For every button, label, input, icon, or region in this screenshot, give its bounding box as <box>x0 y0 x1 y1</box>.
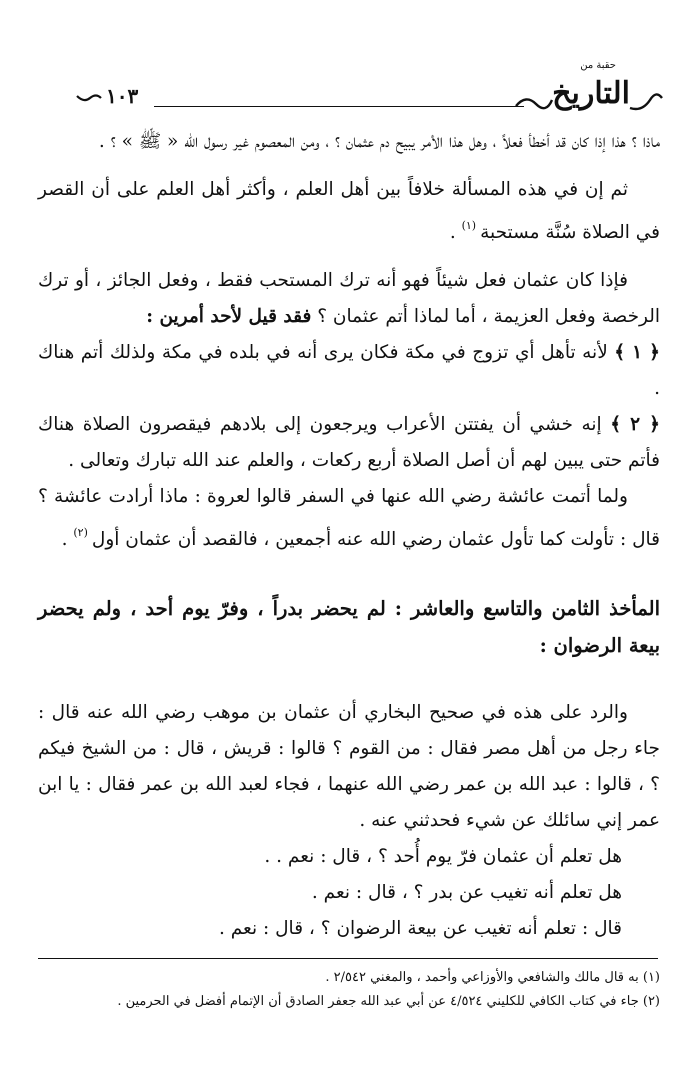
page-header <box>36 62 666 118</box>
list-text-1: لأنه تأهل أي تزوج في مكة فكان يرى أنه في بلده في مكة ولذلك أتم هناك . <box>38 342 660 399</box>
footnotes <box>38 966 660 1014</box>
logo-swash-icon <box>628 88 664 114</box>
ornament-dash-icon <box>76 92 102 104</box>
footnote-1: (١) به قال مالك والشافعي والأوزاعي وأحمد ، والمغني ٢/٥٤٢ . <box>325 970 660 985</box>
paragraph-3-bold: فقد قيل لأحد أمرين : <box>146 306 312 327</box>
list-text-2: إنه خشي أن يفتتن الأعراب ويرجعون إلى بلادهم فيقصرون الصلاة هناك فأتم حتى يبين لهم أن أصل الصلاة أربع ركعات ، والعلم عند الله تبارك وتعالى . <box>38 414 660 471</box>
logo-flourish-icon <box>514 92 554 112</box>
logo-title: التاريخ <box>552 76 630 111</box>
footnote-ref-2[interactable]: (٢) <box>73 526 88 539</box>
question-3: قال : تعلم أنه تغيب عن بيعة الرضوان ؟ ، قال : نعم . <box>218 918 622 939</box>
header-rule <box>154 106 524 107</box>
paragraph-4 <box>38 479 660 558</box>
question-2: هل تعلم أنه تغيب عن بدر ؟ ، قال : نعم . <box>311 882 622 903</box>
paragraph-2-end: . <box>449 222 462 243</box>
footnote-2: (٢) جاء في كتاب الكافي للكليني ٤/٥٢٤ عن أبي عبد الله جعفر الصادق أن الإتمام أفضل في الحرمين . <box>117 994 660 1009</box>
book-title-logo <box>514 62 664 118</box>
section-heading: المأخذ الثامن والتاسع والعاشر : لم يحضر بدراً ، وفرّ يوم أحد ، ولم يحضر بيعة الرضوان : <box>38 596 660 657</box>
logo-subtitle: حقبة من <box>580 60 616 71</box>
paragraph-4-end: . <box>61 529 74 550</box>
main-text <box>38 124 660 947</box>
paragraph-5: والرد على هذه في صحيح البخاري أن عثمان بن موهب رضي الله عنه قال : جاء رجل من أهل مصر فقال : من القوم ؟ قالوا : قريش ، قال : من الشيخ فيكم ؟ ، قالوا : عبد الله بن عمر رضي الله عنهما ، فجاء لعبد الله بن عمر فقال : يا ابن عمر إني سائلك عن شيء فحدثني عنه . <box>38 702 660 831</box>
footnote-divider <box>38 958 658 959</box>
question-1: هل تعلم أن عثمان فرّ يوم أُحد ؟ ، قال : نعم . . <box>264 846 622 867</box>
paragraph-2 <box>38 172 660 251</box>
list-number-1: ﴿ ١ ﴾ <box>614 342 661 363</box>
paragraph-3-text: فإذا كان عثمان فعل شيئاً فهو أنه ترك المستحب فقط ، وفعل الجائز ، أو ترك الرخصة وفعل العزيمة ، أما لماذا أتم عثمان ؟ <box>38 270 660 327</box>
paragraph-3 <box>38 263 660 335</box>
paragraph-2-text: ثم إن في هذه المسألة خلافاً بين أهل العلم ، وأكثر أهل العلم على أن القصر في الصلاة سُنَّة مستحبة <box>38 179 660 243</box>
paragraph-1: ماذا ؟ هذا إذا كان قد أخطأ فعلاً ، وهل هذا الأمر يبيح دم عثمان ؟ ، ومن المعصوم غير رسول الله « ﷺ » ؟ . <box>98 131 660 152</box>
list-number-2: ﴿ ٢ ﴾ <box>610 414 660 435</box>
list-item-1 <box>38 335 660 407</box>
page-number: ١٠٣ <box>106 84 139 108</box>
list-item-2 <box>38 407 660 479</box>
footnote-ref-1[interactable]: (١) <box>461 219 477 232</box>
paragraph-4-text: ولما أتمت عائشة رضي الله عنها في السفر قالوا لعروة : ماذا أرادت عائشة ؟ قال : تأولت كما تأول عثمان رضي الله عنه أجمعين ، فالقصد أن عثمان أول <box>38 486 660 550</box>
